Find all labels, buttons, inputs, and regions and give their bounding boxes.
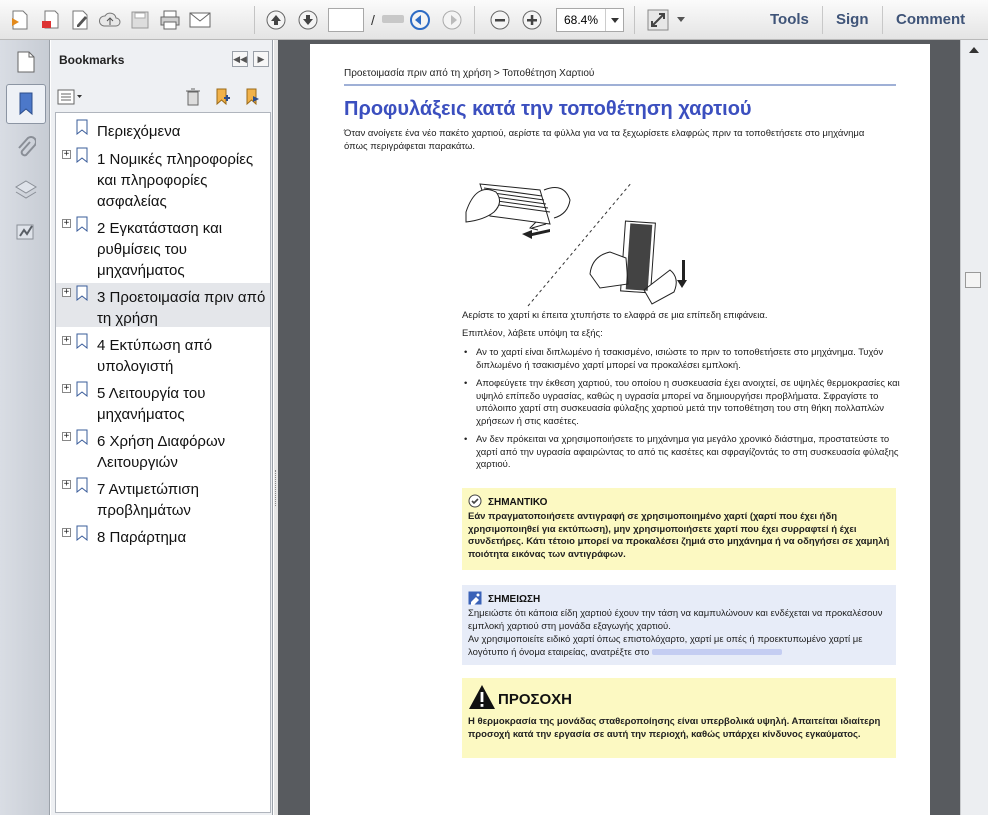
save-icon[interactable]	[126, 6, 154, 34]
scrollbar-thumb[interactable]	[965, 272, 981, 288]
collapse-panel-icon[interactable]: ◀◀	[232, 51, 248, 67]
note-label: ΣΗΜΕΙΩΣΗ	[488, 594, 541, 605]
note-text-2	[468, 634, 892, 659]
comment-button[interactable]: Comment	[896, 11, 966, 28]
bookmark-label: 6 Χρήση Διαφόρων Λειτουργιών	[97, 433, 226, 471]
fit-window-icon[interactable]	[644, 6, 672, 34]
new-bookmark-icon[interactable]	[213, 88, 231, 109]
create-pdf-icon[interactable]	[6, 6, 34, 34]
page-number-input[interactable]	[328, 8, 364, 32]
note-text-2-body: Αν χρησιμοποιείτε ειδικό χαρτί όπως επιστολόχαρτο, χαρτί με οπές ή προεκτυπωμένο χαρτί με λογότυπο ή όνομα εταιρείας, ανατρέξτε στο	[468, 634, 863, 658]
list-item: • Αποφεύγετε την έκθεση χαρτιού, του οποίου η συσκευασία έχει ανοιχτεί, σε υψηλές θερμοκρασίες και υψηλό επίπεδο υγρασίας, καθώς η υγρασία μπορεί να δημιουργήσει προβλήματα. Σφραγίστε το υπόλοιπο χαρτί στη συσκευασία φύλαξης χαρτιού μετά την τοποθέτηση του στη θήκη πολλαπλών χρήσεων ή στις κασέτες.	[462, 378, 902, 428]
expand-icon[interactable]: +	[63, 431, 70, 441]
bookmark-troubleshooting[interactable]	[56, 475, 270, 519]
note-heading	[468, 591, 540, 608]
bookmark-icon	[76, 477, 88, 496]
bookmark-icon	[76, 429, 88, 448]
bookmark-label: 8 Παράρτημα	[97, 529, 187, 546]
expand-icon[interactable]: +	[63, 335, 70, 345]
combine-files-icon[interactable]	[36, 6, 64, 34]
bookmarks-title: Bookmarks	[59, 53, 125, 67]
bookmark-label: 2 Εγκατάσταση και ρυθμίσεις του μηχανήματος	[97, 220, 223, 279]
upload-cloud-icon[interactable]	[96, 6, 124, 34]
page-separator: /	[371, 12, 375, 28]
important-label: ΣΗΜΑΝΤΙΚΟ	[488, 497, 548, 508]
tools-button[interactable]: Tools	[770, 11, 809, 28]
panel-arrow-icon[interactable]: ▶	[253, 51, 269, 67]
caution-box	[462, 678, 896, 758]
page-total	[382, 15, 404, 23]
bookmarks-toolbar	[51, 84, 273, 112]
navigation-pane-strip	[0, 40, 50, 815]
caution-label: ΠΡΟΣΟΧΗ	[498, 690, 573, 708]
bookmark-installation[interactable]	[56, 214, 270, 278]
zoom-in-icon[interactable]	[518, 6, 546, 34]
previous-page-icon[interactable]	[262, 6, 290, 34]
expand-icon[interactable]: +	[63, 287, 70, 297]
page-thumbnails-icon[interactable]	[12, 48, 40, 76]
bookmark-label: 7 Αντιμετώπιση προβλημάτων	[97, 481, 199, 519]
bookmarks-icon[interactable]	[6, 84, 46, 124]
header-rule	[344, 84, 896, 86]
important-box	[462, 488, 896, 570]
list-item: • Αν το χαρτί είναι διπλωμένο ή τσακισμένο, ισιώστε το πριν το τοποθετήσετε στο μηχάνημα. Τυχόν διπλωμένο ή τσακισμένο χαρτί μπορεί να προκαλέσει εμπλοκή.	[462, 347, 902, 372]
options-menu-icon[interactable]	[57, 89, 83, 105]
note-icon	[468, 591, 482, 608]
bookmark-icon	[76, 119, 88, 138]
print-icon[interactable]	[156, 6, 184, 34]
next-view-icon[interactable]	[438, 6, 466, 34]
list-item: • Αν δεν πρόκειται να χρησιμοποιήσετε το μηχάνημα για μεγάλο χρονικό διάστημα, προστατεύστε το χαρτί από την υγρασία αφαιρώντας το από τις κασέτες και σφραγίζοντάς το στη συσκευασία φύλαξης χαρτιού.	[462, 434, 902, 472]
bookmark-preparation[interactable]	[56, 283, 270, 327]
expand-icon[interactable]: +	[63, 383, 70, 393]
expand-icon[interactable]: +	[63, 527, 70, 537]
attachments-icon[interactable]	[12, 134, 40, 162]
expand-icon[interactable]: +	[63, 149, 70, 159]
toolbar-options-icon[interactable]	[674, 6, 688, 34]
note-box	[462, 585, 896, 665]
document-page	[310, 44, 930, 815]
reference-link[interactable]	[652, 649, 782, 655]
bookmark-contents[interactable]	[56, 117, 270, 141]
bookmark-icon	[76, 216, 88, 235]
bookmark-label: Περιεχόμενα	[97, 123, 181, 140]
warning-triangle-icon	[468, 684, 496, 714]
delete-bookmark-icon[interactable]	[185, 88, 201, 109]
bookmark-icon	[76, 285, 88, 304]
scroll-up-icon[interactable]	[967, 44, 981, 54]
document-viewport	[278, 40, 960, 815]
important-text: Εάν πραγματοποιήσετε αντιγραφή σε χρησιμοποιημένο χαρτί (χαρτί που έχει ήδη χρησιμοποιηθεί για εκτύπωση), μην χρησιμοποιήσετε χαρτί που έχει συρραφτεί ή έχει συνδετήρες. Κάτι τέτοιο μπορεί να προκαλέσει ζημιά στο μηχάνημα ή να οδηγήσει σε χαμηλή ποιότητα εικόνας των αντιγράφων.	[468, 511, 890, 560]
checkmark-icon	[468, 494, 482, 511]
bookmark-operation[interactable]	[56, 379, 270, 423]
bookmark-label: 3 Προετοιμασία πριν από τη χρήση	[97, 289, 266, 327]
important-heading	[468, 494, 547, 511]
bookmarks-header	[51, 40, 273, 80]
bookmark-label: 4 Εκτύπωση από υπολογιστή	[97, 337, 213, 375]
expand-icon[interactable]: +	[63, 218, 70, 228]
bookmark-icon	[76, 381, 88, 400]
bookmark-appendix[interactable]	[56, 523, 270, 547]
email-icon[interactable]	[186, 6, 214, 34]
edit-document-icon[interactable]	[66, 6, 94, 34]
main-toolbar	[0, 0, 988, 40]
page-title: Προφυλάξεις κατά την τοποθέτηση χαρτιού	[344, 98, 752, 120]
chevron-down-icon[interactable]	[605, 9, 623, 31]
fan-paper-text: Αερίστε το χαρτί κι έπειτα χτυπήστε το ελαφρά σε μια επίπεδη επιφάνεια.	[462, 310, 768, 321]
intro-paragraph: Όταν ανοίγετε ένα νέο πακέτο χαρτιού, αερίστε τα φύλλα για να τα ξεχωρίσετε ελαφρώς πριν τα τοποθετήσετε στο μηχάνημα όπως περιγράφεται παρακάτω.	[344, 128, 865, 152]
expand-icon[interactable]: +	[63, 479, 70, 489]
caution-text: Η θερμοκρασία της μονάδας σταθεροποίησης είναι υπερβολικά υψηλή. Απαιτείται ιδιαίτερη προσοχή κατά την εργασία σε αυτή την περιοχή, καθώς υπάρχει κίνδυνος εγκαύματος.	[468, 716, 881, 740]
bookmark-label: 5 Λειτουργία του μηχανήματος	[97, 385, 206, 423]
bookmark-legal-safety[interactable]	[56, 145, 270, 209]
bookmarks-tree	[55, 112, 271, 813]
note-text-1: Σημειώστε ότι κάποια είδη χαρτιού έχουν την τάση να καμπυλώνουν και ενδέχεται να προκαλέσουν εμπλοκή χαρτιού στη μονάδα εξαγωγής χαρτιού.	[468, 608, 883, 632]
zoom-level-select[interactable]	[556, 8, 624, 32]
vertical-scrollbar[interactable]	[960, 40, 988, 815]
bookmark-functions[interactable]	[56, 427, 270, 471]
next-page-icon[interactable]	[294, 6, 322, 34]
bookmark-icon	[76, 333, 88, 352]
bookmarks-panel	[51, 40, 273, 815]
bookmark-icon	[76, 147, 88, 166]
zoom-out-icon[interactable]	[486, 6, 514, 34]
caution-heading	[468, 684, 572, 714]
sign-button[interactable]: Sign	[836, 11, 869, 28]
expand-bookmark-icon[interactable]	[243, 88, 261, 109]
signatures-icon[interactable]	[12, 218, 40, 246]
layers-icon[interactable]	[12, 176, 40, 204]
also-note-text: Επιπλέον, λάβετε υπόψη τα εξής:	[462, 328, 603, 339]
zoom-value: 68.4%	[563, 13, 599, 27]
page-breadcrumb: Προετοιμασία πριν από τη χρήση > Τοποθέτηση Χαρτιού	[344, 68, 595, 79]
bookmark-icon	[76, 525, 88, 544]
bookmark-label: 1 Νομικές πληροφορίες και πληροφορίες ασφαλείας	[97, 151, 254, 210]
paper-fanning-illustration	[460, 164, 710, 317]
bookmark-printing[interactable]	[56, 331, 270, 375]
previous-view-icon[interactable]	[406, 6, 434, 34]
precautions-list	[462, 347, 902, 478]
